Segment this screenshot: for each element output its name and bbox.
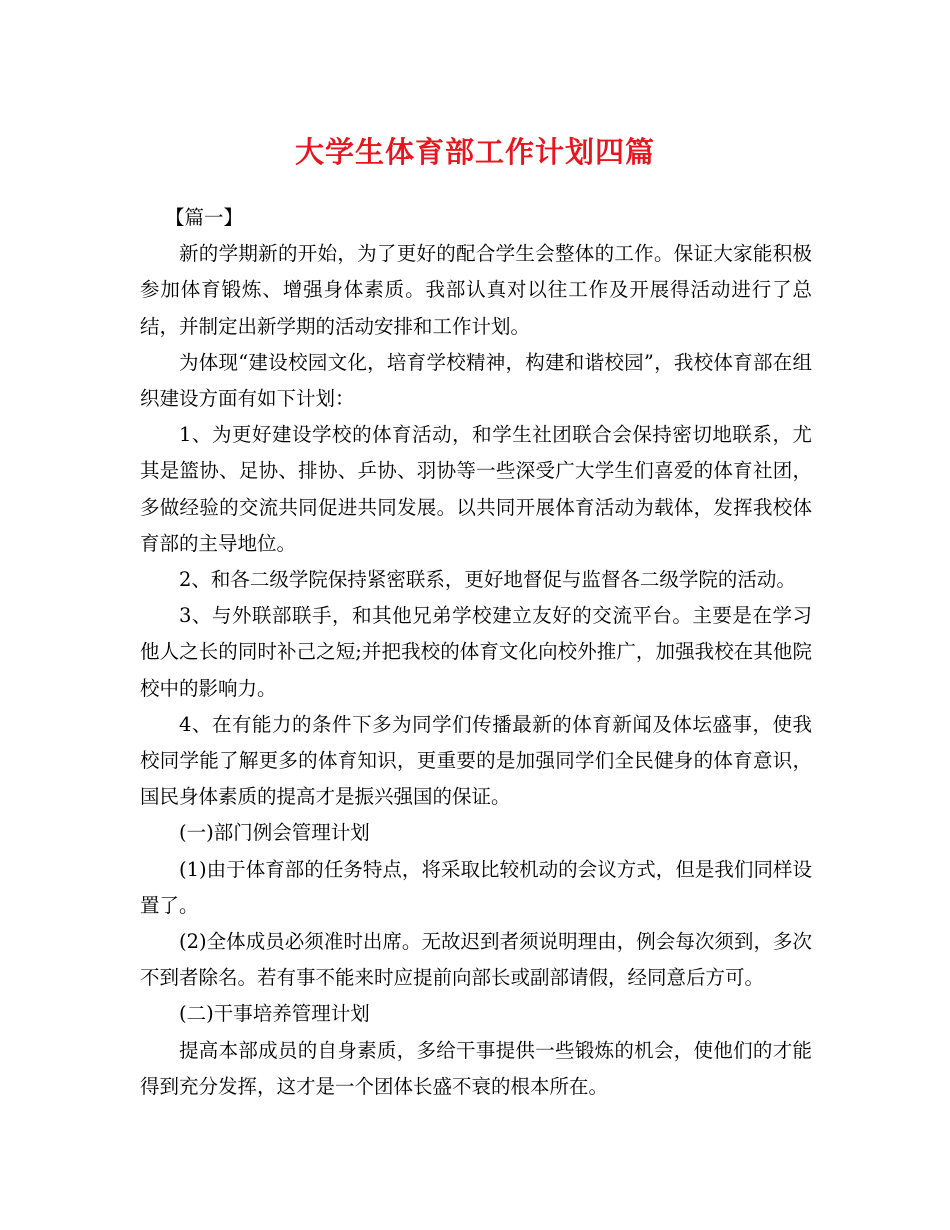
subheading-meeting-plan: (一)部门例会管理计划 <box>179 821 370 845</box>
paragraph-item-2: 2、和各二级学院保持紧密联系，更好地督促与监督各二级学院的活动。 <box>179 568 796 592</box>
paragraph-meeting-2: (2)全体成员必须准时出席。无故迟到者须说明理由，例会每次须到，多次不到者除名。若有事不能来时应提前向部长或副部请假，经同意后方可。 <box>140 930 812 990</box>
paragraph-item-1: 1、为更好建设学校的体育活动，和学生社团联合会保持密切地联系，尤其是篮协、足协、排协、乒协、羽协等一些深受广大学生们喜爱的体育社团，多做经验的交流共同促进共同发展。以共同开展体育活动为载体，发挥我校体育部的主导地位。 <box>140 423 812 555</box>
paragraph-item-4: 4、在有能力的条件下多为同学们传播最新的体育新闻及体坛盛事，使我校同学能了解更多的体育知识，更重要的是加强同学们全民健身的体育意识，国民身体素质的提高才是振兴强国的保证。 <box>140 712 812 809</box>
subheading-staff-plan: (二)干事培养管理计划 <box>179 1002 370 1026</box>
paragraph-meeting-1: (1)由于体育部的任务特点，将采取比较机动的会议方式，但是我们同样设置了。 <box>140 857 812 917</box>
document-body <box>140 200 812 1105</box>
paragraph-plan-intro: 为体现“建设校园文化，培育学校精神，构建和谐校园”，我校体育部在组织建设方面有如下计划： <box>140 350 812 411</box>
section-label-part-one: 【篇一】 <box>165 206 244 229</box>
paragraph-item-3: 3、与外联部联手，和其他兄弟学校建立友好的交流平台。主要是在学习他人之长的同时补己之短;并把我校的体育文化向校外推广，加强我校在其他院校中的影响力。 <box>140 604 812 700</box>
paragraph-staff: 提高本部成员的自身素质，多给干事提供一些锻炼的机会，使他们的才能得到充分发挥，这才是一个团体长盛不衰的根本所在。 <box>140 1038 812 1098</box>
paragraph-intro: 新的学期新的开始，为了更好的配合学生会整体的工作。保证大家能积极参加体育锻炼、增强身体素质。我部认真对以往工作及开展得活动进行了总结，并制定出新学期的活动安排和工作计划。 <box>140 242 812 338</box>
document-title: 大学生体育部工作计划四篇 <box>294 135 655 169</box>
